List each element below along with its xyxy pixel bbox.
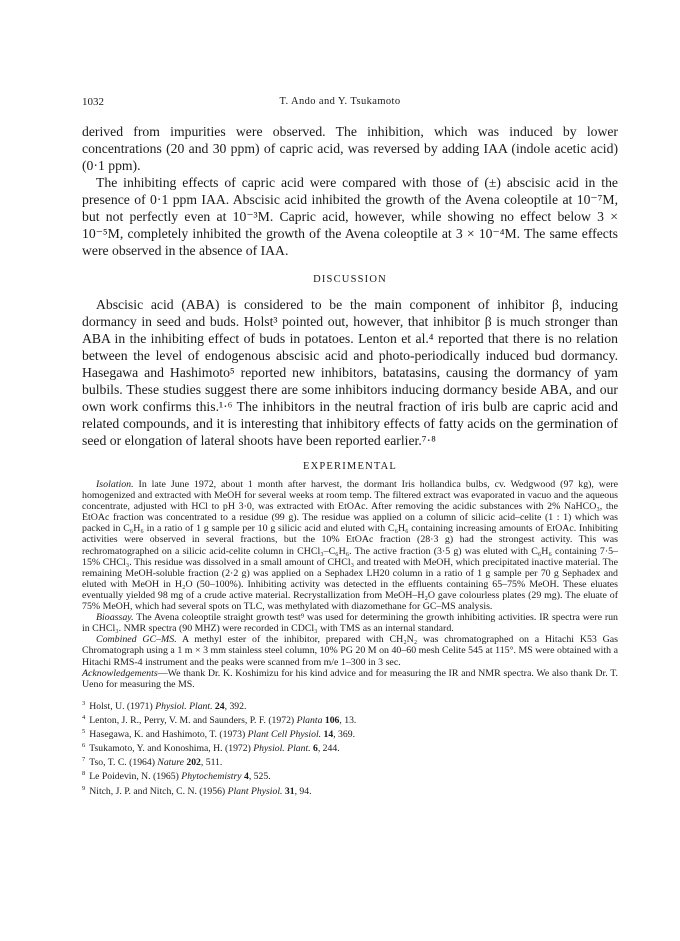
reference-volume: 14 bbox=[323, 729, 334, 741]
acknowledgements bbox=[82, 668, 618, 691]
reference-journal: Plant Physiol. bbox=[227, 785, 283, 797]
reference-authors: Lenton, J. R., Perry, V. M. and Saunders, P. F. (1972) bbox=[89, 715, 295, 727]
reference-list bbox=[82, 699, 618, 798]
reference-item bbox=[82, 769, 618, 783]
reference-volume: 6 bbox=[312, 743, 318, 755]
gcms-paragraph bbox=[82, 634, 618, 667]
bioassay-label: Bioassay. bbox=[96, 612, 134, 624]
reference-authors: Nitch, J. P. and Nitch, C. N. (1956) bbox=[89, 785, 226, 797]
reference-authors: Le Poidevin, N. (1965) bbox=[89, 771, 179, 783]
results-paragraph-2: The inhibiting effects of capric acid were compared with those of (±) abscisic acid in the presence of 0·1 ppm IAA. Abscisic acid inhibited the growth of the Avena coleoptile at 10⁻⁷M, but not perfectly even at 10⁻³M. Capric acid, however, while showing no effect below 3 × 10⁻⁵M, completely inhibited the growth of the Avena coleoptile at 3 × 10⁻⁴M. The same effects were observed in the absence of IAA. bbox=[82, 175, 618, 258]
reference-volume: 202 bbox=[186, 757, 201, 769]
reference-authors: Tso, T. C. (1964) bbox=[89, 757, 155, 769]
reference-number: 7 bbox=[82, 756, 86, 764]
reference-journal: Nature bbox=[157, 757, 184, 769]
reference-volume: 24 bbox=[214, 701, 225, 713]
reference-number: 3 bbox=[82, 699, 86, 707]
reference-number: 5 bbox=[82, 728, 86, 736]
reference-item bbox=[82, 755, 618, 769]
acknowledgements-label: Acknowledgements bbox=[82, 667, 158, 679]
bioassay-paragraph bbox=[82, 612, 618, 634]
gcms-text: A methyl ester of the inhibitor, prepared with CH₂N₂ was chromatographed on a Hitachi K53 Gas Chromatograph using a 1 m × 3 mm stainless steel column, 10% PG 20 M on 40–60 mesh Celite 545 at 115°. MS were obtained with a Hitachi RMS-4 instrument and the peaks were scanned from m/e 1–300 in 3 sec. bbox=[82, 634, 618, 668]
reference-pages: , 392. bbox=[224, 701, 247, 713]
reference-volume: 4 bbox=[243, 771, 249, 783]
gcms-label: Combined GC–MS. bbox=[96, 634, 177, 646]
page-number: 1032 bbox=[82, 96, 104, 108]
reference-pages: , 511. bbox=[200, 757, 223, 769]
reference-pages: , 525. bbox=[248, 771, 271, 783]
reference-item bbox=[82, 727, 618, 741]
isolation-label: Isolation. bbox=[96, 479, 134, 490]
reference-journal: Planta bbox=[296, 715, 323, 727]
running-head: T. Ando and Y. Tsukamoto bbox=[279, 96, 401, 107]
reference-item bbox=[82, 699, 618, 713]
reference-authors: Hasegawa, K. and Hashimoto, T. (1973) bbox=[89, 729, 246, 741]
reference-journal: Physiol. Plant. bbox=[253, 743, 311, 755]
reference-number: 9 bbox=[82, 784, 86, 792]
discussion-heading: DISCUSSION bbox=[313, 274, 387, 285]
reference-item bbox=[82, 784, 618, 798]
reference-number: 8 bbox=[82, 770, 86, 778]
experimental-section bbox=[82, 479, 618, 668]
isolation-text: In late June 1972, about 1 month after harvest, the dormant Iris hollandica bulbs, cv. Wedgwood (97 kg), were homogenized and extracted with MeOH for several weeks at room temp. The filtered extract was evaporated in vacuo and the aqueous concentrate, adjusted with HCl to pH 3·0, was extracted with EtOAc. After removing the acidic substances with 2% NaHCO₃, the EtOAc fraction was concentrated to a residue (99 g). The residue was applied on a column of silicic acid–celite (1 : 1) which was packed in C₆H₆ in a ratio of 1 g sample per 10 g silicic acid and eluted with C₆H₆ containing increasing amounts of EtOAc. Inhibiting activities were observed in several fractions, but the 10% EtOAc fraction (28·3 g) had the strongest activity. This was rechromatographed on a silicic acid-celite column in CHCl₃–C₆H₆. The active fraction (3·5 g) was eluted with C₆H₆ containing 7·5–15% CHCl₃. This residue was dissolved in a small amount of CHCl₃ and treated with MeOH, which precipitated inactive material. The remaining MeOH-soluble fraction (2·2 g) was applied on a Sephadex LH20 column in a ratio of 1 g sample per 70 g Sephadex and eluted with MeOH in H₂O (50–100%). Inhibiting activity was detected in the effluents containing 65–75% MeOH. These eluates eventually yielded 98 mg of a crude active material. Recrystallization from MeOH–H₂O gave colourless plates (29 mg). The eluate of 75% MeOH, which had several spots on TLC, was methylated with diazomethane for GC–MS analysis. bbox=[82, 479, 618, 613]
reference-journal: Physiol. Plant. bbox=[155, 701, 213, 713]
reference-pages: , 13. bbox=[339, 715, 357, 727]
experimental-heading: EXPERIMENTAL bbox=[302, 461, 398, 472]
isolation-paragraph bbox=[82, 479, 618, 612]
article-body bbox=[82, 123, 618, 798]
acknowledgements-text: —We thank Dr. K. Koshimizu for his kind advice and for measuring the IR and NMR spectra. We also thank Dr. T. Ueno for measuring the MS. bbox=[82, 667, 618, 691]
reference-authors: Tsukamoto, Y. and Konoshima, H. (1972) bbox=[89, 743, 251, 755]
results-paragraph-1: derived from impurities were observed. The inhibition, which was induced by lower concentrations (20 and 30 ppm) of capric acid, was reversed by adding IAA (indole acetic acid) (0·1 ppm). bbox=[82, 124, 618, 173]
bioassay-text: The Avena coleoptile straight growth test⁹ was used for determining the growth inhibiting activities. IR spectra were run in CHCl₃. NMR spectra (90 MHZ) were recorded in CDCl₃ with TMS as an internal standard. bbox=[82, 612, 618, 635]
reference-volume: 106 bbox=[324, 715, 340, 727]
reference-number: 6 bbox=[82, 742, 86, 750]
reference-pages: , 94. bbox=[294, 785, 312, 797]
reference-pages: , 369. bbox=[333, 729, 355, 741]
reference-number: 4 bbox=[82, 713, 86, 721]
reference-authors: Holst, U. (1971) bbox=[89, 701, 153, 713]
reference-item bbox=[82, 741, 618, 755]
reference-pages: , 244. bbox=[317, 743, 340, 755]
reference-item bbox=[82, 713, 618, 727]
reference-journal: Plant Cell Physiol. bbox=[247, 729, 322, 741]
discussion-paragraph: Abscisic acid (ABA) is considered to be the main component of inhibitor β, inducing dormancy in seed and buds. Holst³ pointed out, however, that inhibitor β is much stronger than ABA in the inhibiting effect of buds in potatoes. Lenton et al.⁴ reported that there is no relation between the level of endogenous abscisic acid and photo-periodically induced bud dormancy. Hasegawa and Hashimoto⁵ reported new inhibitors, batatasins, causing the dormancy of yam bulbils. These studies suggest there are some inhibitors inducing dormancy beside ABA, and our own work confirms this.¹·⁶ The inhibitors in the neutral fraction of iris bulb are capric acid and related compounds, and it is interesting that inhibitory effects of fatty acids on the germination of seed or elongation of lateral shoots have been reported earlier.⁷·⁸ bbox=[82, 297, 618, 448]
reference-journal: Phytochemistry bbox=[181, 771, 242, 783]
reference-volume: 31 bbox=[284, 785, 295, 797]
